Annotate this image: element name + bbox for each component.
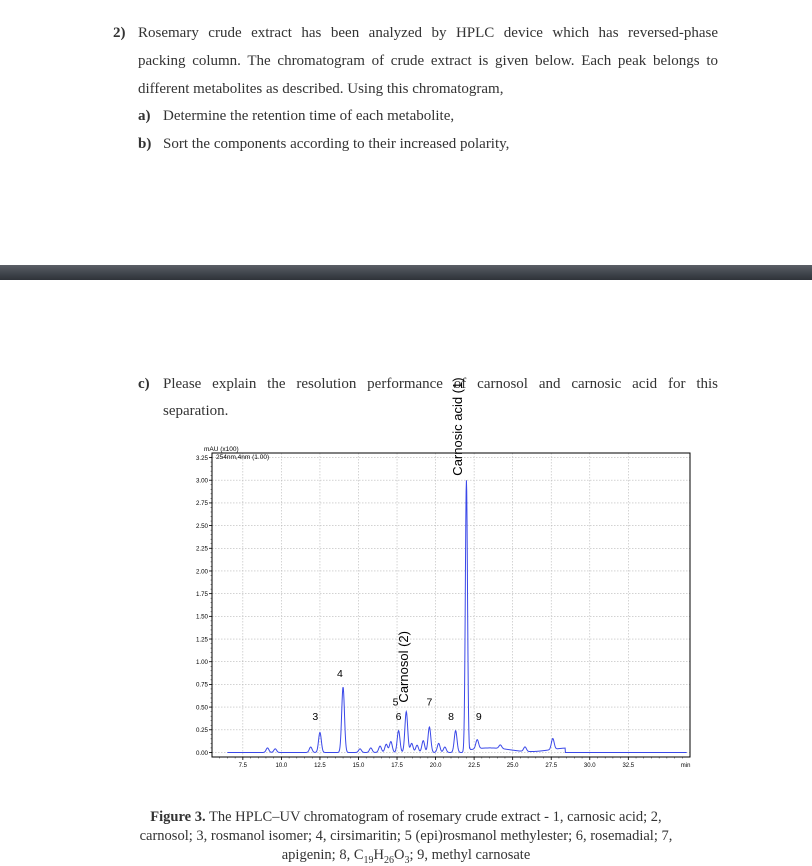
detector-label: 254nm,4nm (1.00): [216, 454, 270, 461]
caption-sub-3: 3: [404, 854, 410, 866]
y-tick-label: 1.00: [195, 659, 208, 667]
part-a-label: a): [138, 108, 151, 124]
x-tick-label: 32.5: [622, 763, 635, 769]
peak-number-label: 3: [312, 710, 319, 723]
caption-text-3c: O: [393, 847, 405, 863]
x-tick-label: 30.0: [583, 763, 596, 769]
y-tick-label: 1.25: [195, 636, 208, 644]
y-tick-label: 1.75: [195, 590, 208, 598]
y-unit-label: mAU (x100): [204, 446, 239, 453]
caption-text-3a: apigenin; 8, C: [281, 847, 364, 863]
part-c-line-1: Please explain the resolution performance of carnosol and carnosic acid for this: [163, 376, 718, 392]
y-tick-label: 0.75: [195, 681, 208, 689]
peak-number-label: 6: [395, 710, 402, 723]
figure-caption: [100, 808, 712, 865]
x-tick-label: 12.5: [314, 763, 326, 769]
x-tick-label: 27.5: [545, 763, 558, 769]
peak-name-label: Carnosic acid (1): [449, 377, 465, 476]
y-tick-label: 0.25: [195, 727, 208, 735]
caption-line-1: [100, 808, 712, 827]
part-c-label: c): [138, 376, 150, 392]
part-c-line-2: separation.: [163, 403, 229, 419]
y-tick-label: 1.50: [195, 613, 208, 621]
x-tick-label: 10.0: [275, 763, 288, 769]
y-tick-label: 3.25: [195, 454, 208, 462]
y-tick-label: 2.50: [195, 522, 208, 530]
peak-number-label: 9: [475, 710, 482, 723]
question-intro-line-2: packing column. The chromatogram of crude extract is given below. Each peak belongs to: [138, 53, 718, 69]
page-separator-band: [0, 265, 812, 280]
peak-number-label: 7: [426, 696, 433, 709]
chart-ticks: [196, 455, 682, 769]
x-tick-label: 7.5: [238, 763, 248, 769]
peak-number-label: 8: [448, 710, 454, 723]
peak-name-label: Carnosol (2): [395, 631, 411, 703]
part-b-label: b): [138, 136, 152, 152]
x-tick-label: 25.0: [506, 763, 519, 769]
y-tick-label: 2.00: [195, 568, 208, 576]
caption-text-1: The HPLC–UV chromatogram of rosemary crude extract - 1, carnosic acid; 2,: [208, 809, 662, 825]
peak-number-label: 4: [337, 668, 343, 681]
question-intro-line-3: different metabolites as described. Using this chromatogram,: [138, 81, 504, 97]
question-number: 2): [113, 25, 126, 41]
x-tick-label: 22.5: [468, 763, 480, 769]
caption-text-3d: ; 9, methyl carnosate: [409, 847, 531, 863]
question-intro-line-1: Rosemary crude extract has been analyzed by HPLC device which has reversed-phase: [138, 25, 718, 41]
caption-sub-2: 26: [383, 854, 394, 866]
caption-line-3: [100, 846, 712, 865]
part-a-text: Determine the retention time of each metabolite,: [163, 108, 455, 124]
y-tick-label: 3.00: [195, 477, 208, 485]
y-tick-label: 2.25: [195, 545, 208, 553]
x-tick-label: 17.5: [391, 763, 403, 769]
y-tick-label: 2.75: [195, 500, 208, 508]
y-tick-label: 0.50: [195, 704, 208, 712]
part-b-text: Sort the components according to their increased polarity,: [163, 136, 510, 152]
x-tick-label: 15.0: [352, 763, 365, 769]
y-tick-label: 0.00: [195, 749, 208, 757]
caption-sub-1: 19: [363, 854, 374, 866]
caption-text-3b: H: [373, 847, 384, 863]
caption-line-2: carnosol; 3, rosmanol isomer; 4, cirsimaritin; 5 (epi)rosmanol methylester; 6, rosemadial; 7,: [139, 828, 673, 844]
figure-label: Figure 3.: [150, 809, 206, 825]
x-unit-label: min: [680, 763, 691, 769]
x-tick-label: 20.0: [429, 763, 442, 769]
peak-number-label: 5: [392, 696, 399, 709]
